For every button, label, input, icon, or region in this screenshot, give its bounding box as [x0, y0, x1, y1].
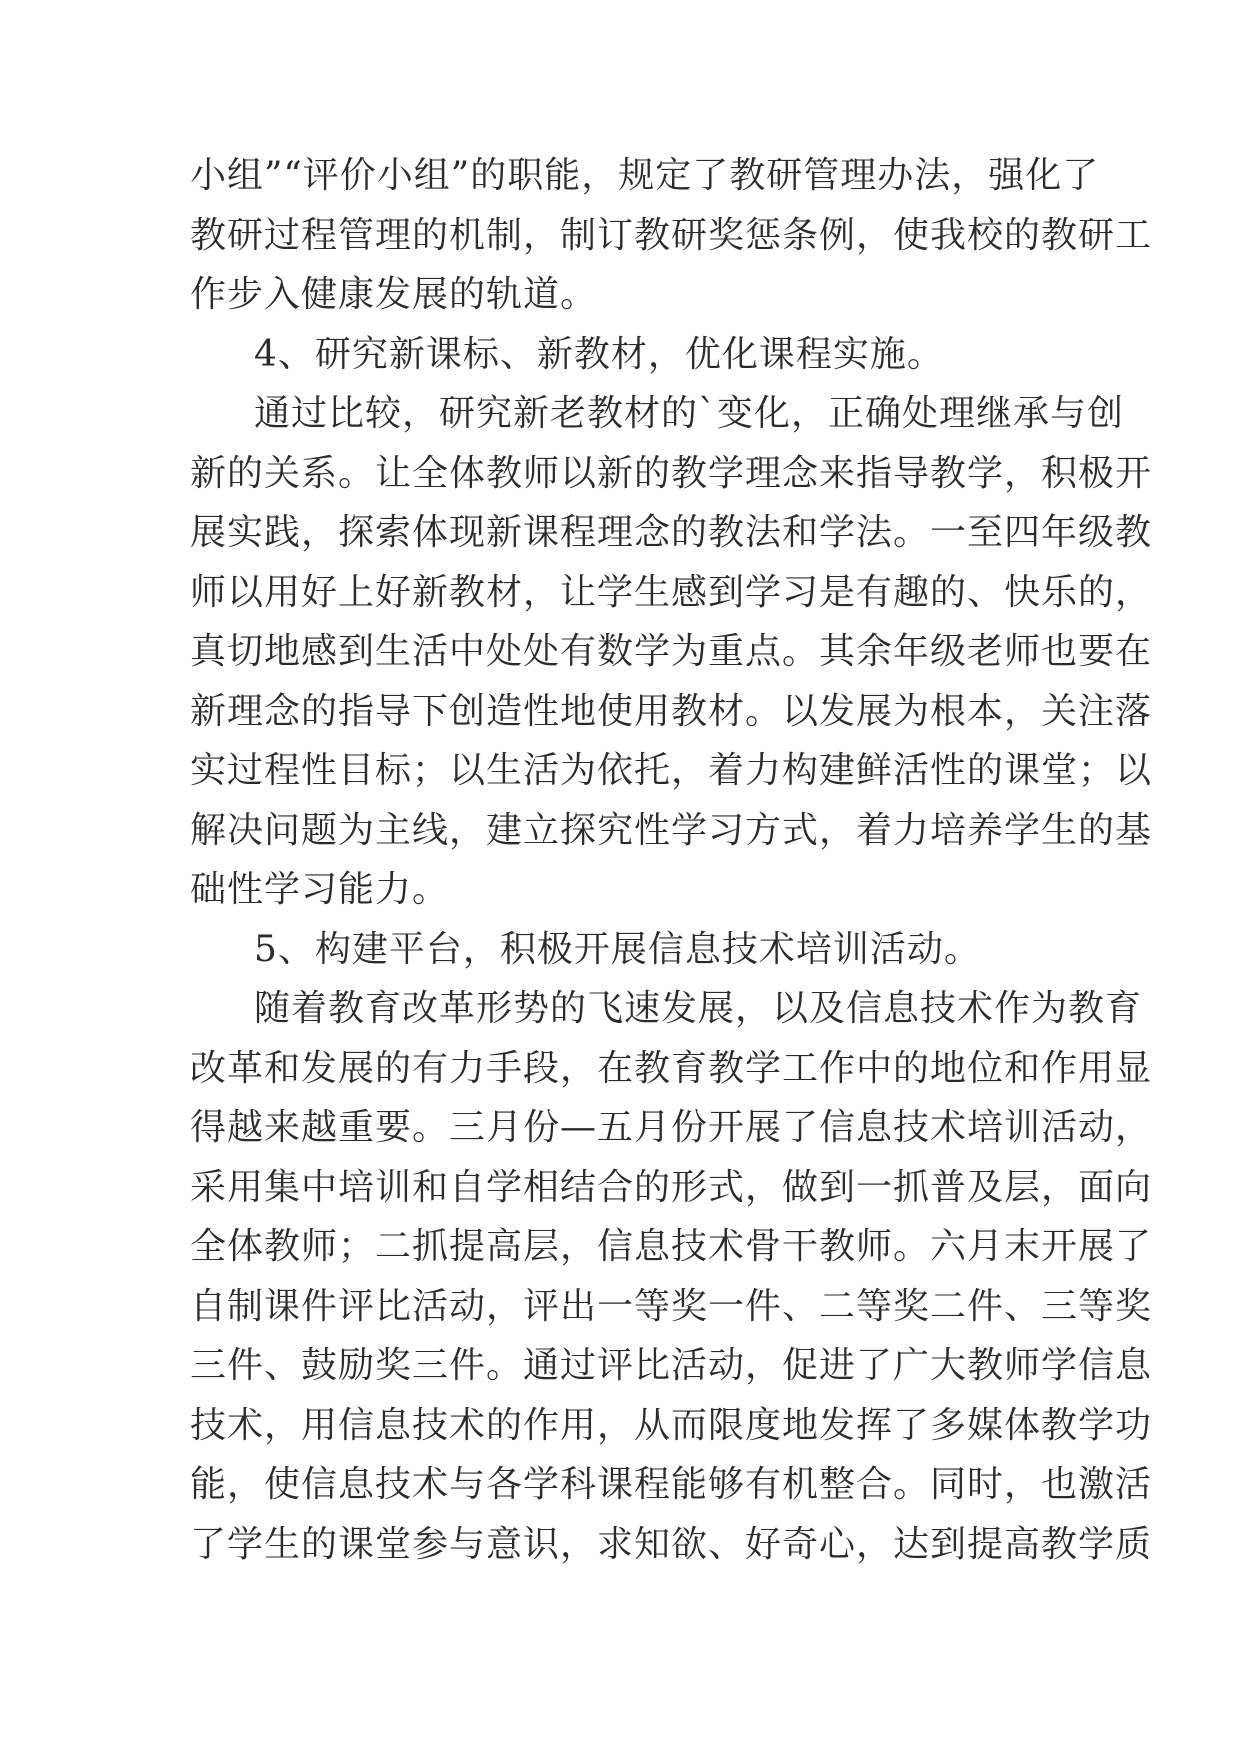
text-line: 小组”“评价小组”的职能，规定了教研管理办法，强化了	[190, 155, 1100, 196]
text-line: 改革和发展的有力手段，在教育教学工作中的地位和作用显	[190, 1047, 1153, 1089]
text-line: 采用集中培训和自学相结合的形式，做到一抓普及层，面向	[190, 1166, 1153, 1208]
text-line: 全体教师；二抓提高层，信息技术骨干教师。六月末开展了	[190, 1226, 1153, 1267]
text-line: 通过比较，研究新老教材的`变化，正确处理继承与创	[254, 393, 1125, 434]
text-line: 解决问题为主线，建立探究性学习方式，着力培养学生的基	[190, 809, 1153, 851]
text-line: 真切地感到生活中处处有数学为重点。其余年级老师也要在	[190, 631, 1153, 672]
text-line: 三件、鼓励奖三件。通过评比活动，促进了广大教师学信息	[190, 1345, 1153, 1386]
text-line: 自制课件评比活动，评出一等奖一件、二等奖二件、三等奖	[190, 1285, 1153, 1327]
document-body	[190, 146, 1153, 1574]
text-line: 实过程性目标；以生活为依托，着力构建鲜活性的课堂；以	[190, 750, 1153, 791]
text-line: 新理念的指导下创造性地使用教材。以发展为根本，关注落	[190, 690, 1153, 732]
text-line: 师以用好上好新教材，让学生感到学习是有趣的、快乐的，	[190, 571, 1153, 613]
text-line: 随着教育改革形势的飞速发展，以及信息技术作为教育	[254, 988, 1143, 1029]
text-line: 作步入健康发展的轨道。	[190, 274, 598, 315]
text-line: 了学生的课堂参与意识，求知欲、好奇心，达到提高教学质	[190, 1523, 1153, 1565]
section-heading-4: 4、研究新课标、新教材，优化课程实施。	[254, 333, 944, 375]
text-line: 教研过程管理的机制，制订教研奖惩条例，使我校的教研工	[190, 214, 1153, 256]
text-line: 能，使信息技术与各学科课程能够有机整合。同时，也激活	[190, 1464, 1153, 1505]
text-line: 新的关系。让全体教师以新的教学理念来指导教学，积极开	[190, 452, 1153, 494]
text-line: 展实践，探索体现新课程理念的教法和学法。一至四年级教	[190, 512, 1153, 553]
text-line: 技术，用信息技术的作用，从而限度地发挥了多媒体教学功	[190, 1404, 1153, 1446]
section-heading-5: 5、构建平台，积极开展信息技术培训活动。	[254, 928, 981, 970]
text-line: 础性学习能力。	[190, 869, 450, 910]
text-line: 得越来越重要。三月份—五月份开展了信息技术培训活动，	[190, 1107, 1153, 1148]
